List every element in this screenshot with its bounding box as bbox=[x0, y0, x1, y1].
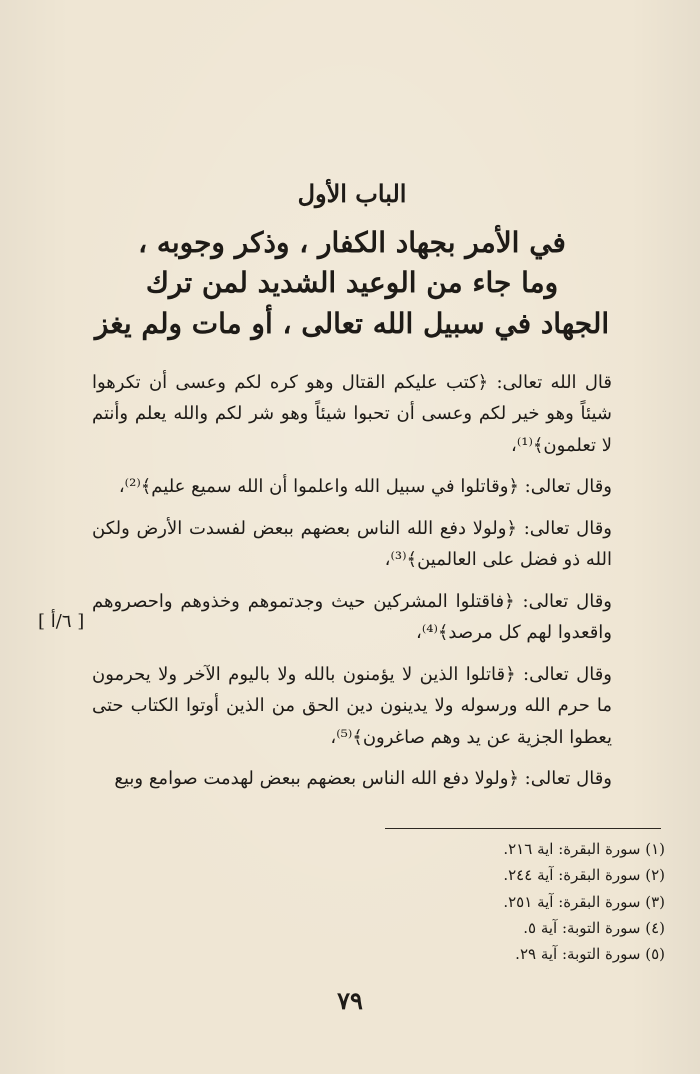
chapter-title: الباب الأول bbox=[297, 179, 407, 208]
verse-paragraph: وقال تعالى: ﴿ولولا دفع الله الناس بعضهم ببعض لهدمت صوامع وبيع bbox=[114, 768, 612, 790]
verse-paragraph: وقال تعالى: ﴿ولولا دفع الله الناس بعضهم ببعض لفسدت الأرض ولكن الله ذو فضل على العالمين﴾⁽³⁾، bbox=[92, 517, 612, 571]
verse-paragraph: قال الله تعالى: ﴿كتب عليكم القتال وهو كره لكم وعسى أن تكرهوا شيئاً وهو خير لكم وعسى أن تحبوا شيئاً وهو شر لكم والله يعلم وأنتم لا تعلمون﴾⁽¹⁾، bbox=[92, 371, 612, 456]
footnote-item: (٣) سورة البقرة: آية ٢٥١. bbox=[503, 892, 665, 911]
headline-line: في الأمر بجهاد الكفار ، وذكر وجوبه ، bbox=[138, 225, 566, 259]
headline-line: الجهاد في سبيل الله تعالى ، أو مات ولم يغز bbox=[94, 306, 610, 340]
chapter-headline bbox=[92, 223, 612, 345]
headline-line: وما جاء من الوعيد الشديد لمن ترك bbox=[145, 266, 559, 300]
page-number: ٧٩ bbox=[337, 986, 363, 1015]
footnotes bbox=[405, 836, 665, 967]
footnote-item: (٥) سورة التوبة: آية ٢٩. bbox=[515, 945, 665, 963]
verse-paragraph: وقال تعالى: ﴿قاتلوا الذين لا يؤمنون بالله ولا باليوم الآخر ولا يحرمون ما حرم الله ورسوله ولا يدينون دين الحق من الذين أوتوا الكتاب حتى يعطوا الجزية عن يد وهم صاغرون﴾⁽⁵⁾، bbox=[92, 663, 612, 748]
verse-paragraph: وقال تعالى: ﴿وقاتلوا في سبيل الله واعلموا أن الله سميع عليم﴾⁽²⁾، bbox=[118, 476, 612, 498]
footnote-item: (١) سورة البقرة: اية ٢١٦. bbox=[503, 840, 665, 858]
verse-list bbox=[92, 367, 612, 795]
footnote-item: (٢) سورة البقرة: آية ٢٤٤. bbox=[503, 866, 665, 885]
footnote-divider bbox=[385, 828, 661, 829]
verse-paragraph: وقال تعالى: ﴿فاقتلوا المشركين حيث وجدتموهم وخذوهم واحصروهم واقعدوا لهم كل مرصد﴾⁽⁴⁾، bbox=[92, 590, 612, 644]
manuscript-folio-marker: [ ٦/أ ] bbox=[38, 611, 85, 632]
main-content bbox=[92, 180, 612, 805]
footnote-item: (٤) سورة التوبة: آية ٥. bbox=[523, 918, 665, 937]
